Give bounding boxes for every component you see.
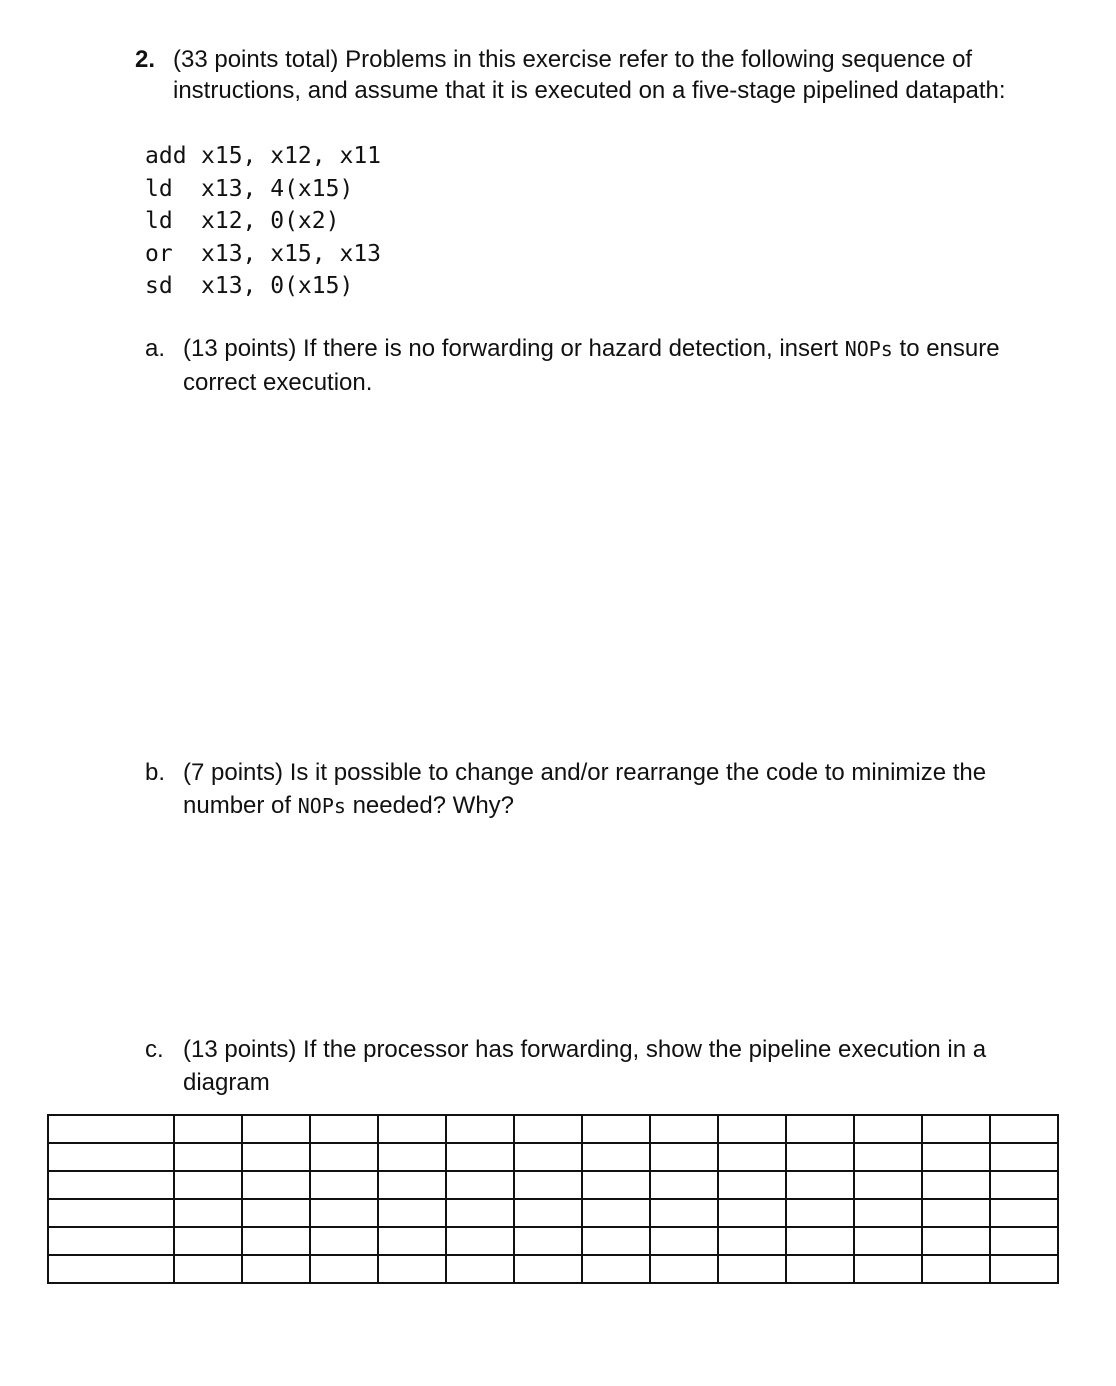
diagram-cycle-cell: [718, 1227, 786, 1255]
diagram-cycle-cell: [174, 1227, 242, 1255]
part-c-line-2: diagram: [183, 1069, 270, 1096]
diagram-cycle-cell: [786, 1199, 854, 1227]
diagram-cycle-cell: [922, 1255, 990, 1283]
diagram-cycle-cell: [990, 1115, 1058, 1143]
diagram-cycle-cell: [446, 1171, 514, 1199]
diagram-cycle-cell: [310, 1227, 378, 1255]
problem-intro-line-2: instructions, and assume that it is executed on a five-stage pipelined datapath:: [173, 77, 1006, 104]
diagram-cycle-cell: [582, 1115, 650, 1143]
diagram-cycle-cell: [242, 1199, 310, 1227]
diagram-cycle-cell: [310, 1199, 378, 1227]
diagram-cycle-cell: [378, 1171, 446, 1199]
problem-number: 2.: [135, 46, 156, 73]
part-a-text-post: to ensure: [892, 335, 1000, 362]
diagram-cycle-cell: [786, 1227, 854, 1255]
diagram-cycle-cell: [310, 1171, 378, 1199]
instruction-line: [145, 238, 381, 271]
part-c-question: [183, 1033, 1083, 1099]
diagram-cycle-cell: [446, 1255, 514, 1283]
diagram-cycle-cell: [174, 1143, 242, 1171]
diagram-cycle-cell: [446, 1115, 514, 1143]
diagram-row: [48, 1171, 1058, 1199]
diagram-cycle-cell: [514, 1171, 582, 1199]
diagram-instruction-cell: [48, 1255, 174, 1283]
diagram-cycle-cell: [310, 1143, 378, 1171]
diagram-cycle-cell: [174, 1199, 242, 1227]
part-b-text-post: needed? Why?: [345, 792, 515, 819]
problem-intro: [173, 44, 1083, 106]
part-b-text-pre: number of: [183, 792, 298, 819]
diagram-cycle-cell: [582, 1171, 650, 1199]
diagram-cycle-cell: [786, 1115, 854, 1143]
diagram-row: [48, 1255, 1058, 1283]
instruction-opcode: ld: [145, 175, 173, 202]
part-c-letter: c.: [145, 1036, 164, 1063]
instruction-opcode: or: [145, 240, 173, 267]
diagram-instruction-cell: [48, 1171, 174, 1199]
diagram-instruction-cell: [48, 1227, 174, 1255]
instruction-line: [145, 205, 381, 238]
diagram-cycle-cell: [242, 1227, 310, 1255]
part-c-line-1: (13 points) If the processor has forwarding, show the pipeline execution in a: [183, 1036, 987, 1063]
part-b-nops-code: NOPs: [297, 794, 346, 818]
diagram-row: [48, 1143, 1058, 1171]
diagram-cycle-cell: [310, 1115, 378, 1143]
diagram-cycle-cell: [854, 1227, 922, 1255]
diagram-cycle-cell: [514, 1143, 582, 1171]
diagram-cycle-cell: [378, 1255, 446, 1283]
diagram-cycle-cell: [718, 1115, 786, 1143]
instruction-operands: x13, 4(x15): [201, 175, 354, 202]
instruction-operands: x15, x12, x11: [201, 143, 382, 169]
diagram-cycle-cell: [718, 1255, 786, 1283]
part-a-question: [183, 332, 1083, 399]
diagram-cycle-cell: [514, 1199, 582, 1227]
diagram-cycle-cell: [582, 1255, 650, 1283]
diagram-cycle-cell: [378, 1227, 446, 1255]
diagram-cycle-cell: [718, 1199, 786, 1227]
diagram-row: [48, 1115, 1058, 1143]
part-a-letter: a.: [145, 335, 166, 362]
diagram-cycle-cell: [650, 1115, 718, 1143]
instruction-line: [145, 173, 381, 206]
diagram-cycle-cell: [786, 1171, 854, 1199]
diagram-cycle-cell: [718, 1171, 786, 1199]
diagram-instruction-cell: [48, 1143, 174, 1171]
diagram-cycle-cell: [242, 1115, 310, 1143]
diagram-cycle-cell: [922, 1171, 990, 1199]
diagram-cycle-cell: [446, 1227, 514, 1255]
diagram-cycle-cell: [446, 1199, 514, 1227]
instruction-opcode: add: [145, 143, 187, 169]
instruction-operands: x12, 0(x2): [201, 208, 340, 234]
instruction-operands: x13, x15, x13: [201, 240, 382, 267]
diagram-cycle-cell: [582, 1143, 650, 1171]
diagram-instruction-cell: [48, 1115, 174, 1143]
diagram-cycle-cell: [378, 1115, 446, 1143]
instruction-operands: x13, 0(x15): [201, 273, 354, 299]
instruction-opcode: sd: [145, 273, 173, 299]
diagram-cycle-cell: [650, 1227, 718, 1255]
diagram-cycle-cell: [990, 1227, 1058, 1255]
diagram-cycle-cell: [990, 1143, 1058, 1171]
diagram-cycle-cell: [514, 1115, 582, 1143]
diagram-cycle-cell: [446, 1143, 514, 1171]
diagram-cycle-cell: [650, 1199, 718, 1227]
diagram-cycle-cell: [922, 1143, 990, 1171]
diagram-cycle-cell: [922, 1199, 990, 1227]
diagram-cycle-cell: [854, 1255, 922, 1283]
diagram-cycle-cell: [786, 1143, 854, 1171]
diagram-cycle-cell: [854, 1171, 922, 1199]
diagram-cycle-cell: [242, 1171, 310, 1199]
diagram-cycle-cell: [174, 1115, 242, 1143]
diagram-cycle-cell: [378, 1143, 446, 1171]
instruction-listing: [145, 140, 381, 303]
diagram-cycle-cell: [650, 1255, 718, 1283]
diagram-cycle-cell: [378, 1199, 446, 1227]
instruction-opcode: ld: [145, 208, 173, 234]
diagram-cycle-cell: [242, 1143, 310, 1171]
diagram-cycle-cell: [582, 1227, 650, 1255]
part-b-line-2: [183, 789, 1083, 823]
pipeline-diagram-grid: [47, 1114, 1059, 1284]
diagram-cycle-cell: [990, 1199, 1058, 1227]
part-b-letter: b.: [145, 759, 166, 786]
diagram-cycle-cell: [514, 1227, 582, 1255]
diagram-cycle-cell: [854, 1143, 922, 1171]
part-a-line-1: [183, 332, 1083, 366]
diagram-cycle-cell: [650, 1143, 718, 1171]
part-a-line-2: correct execution.: [183, 369, 373, 396]
diagram-cycle-cell: [854, 1199, 922, 1227]
diagram-cycle-cell: [174, 1171, 242, 1199]
part-b-line-1: (7 points) Is it possible to change and/or rearrange the code to minimize the: [183, 759, 987, 786]
diagram-cycle-cell: [174, 1255, 242, 1283]
diagram-cycle-cell: [922, 1115, 990, 1143]
diagram-cycle-cell: [922, 1227, 990, 1255]
part-a-nops-code: NOPs: [844, 337, 893, 361]
diagram-cycle-cell: [514, 1255, 582, 1283]
diagram-cycle-cell: [990, 1171, 1058, 1199]
instruction-line: [145, 140, 381, 173]
diagram-cycle-cell: [650, 1171, 718, 1199]
diagram-cycle-cell: [582, 1199, 650, 1227]
diagram-cycle-cell: [854, 1115, 922, 1143]
problem-intro-line-1: (33 points total) Problems in this exercise refer to the following sequence of: [173, 46, 973, 73]
instruction-line: [145, 270, 381, 303]
diagram-cycle-cell: [786, 1255, 854, 1283]
diagram-row: [48, 1199, 1058, 1227]
diagram-cycle-cell: [718, 1143, 786, 1171]
part-a-text-pre: (13 points) If there is no forwarding or hazard detection, insert: [183, 335, 845, 362]
part-b-question: [183, 756, 1083, 823]
diagram-cycle-cell: [242, 1255, 310, 1283]
diagram-row: [48, 1227, 1058, 1255]
diagram-instruction-cell: [48, 1199, 174, 1227]
diagram-cycle-cell: [310, 1255, 378, 1283]
diagram-cycle-cell: [990, 1255, 1058, 1283]
pipeline-diagram-body: [48, 1115, 1058, 1283]
